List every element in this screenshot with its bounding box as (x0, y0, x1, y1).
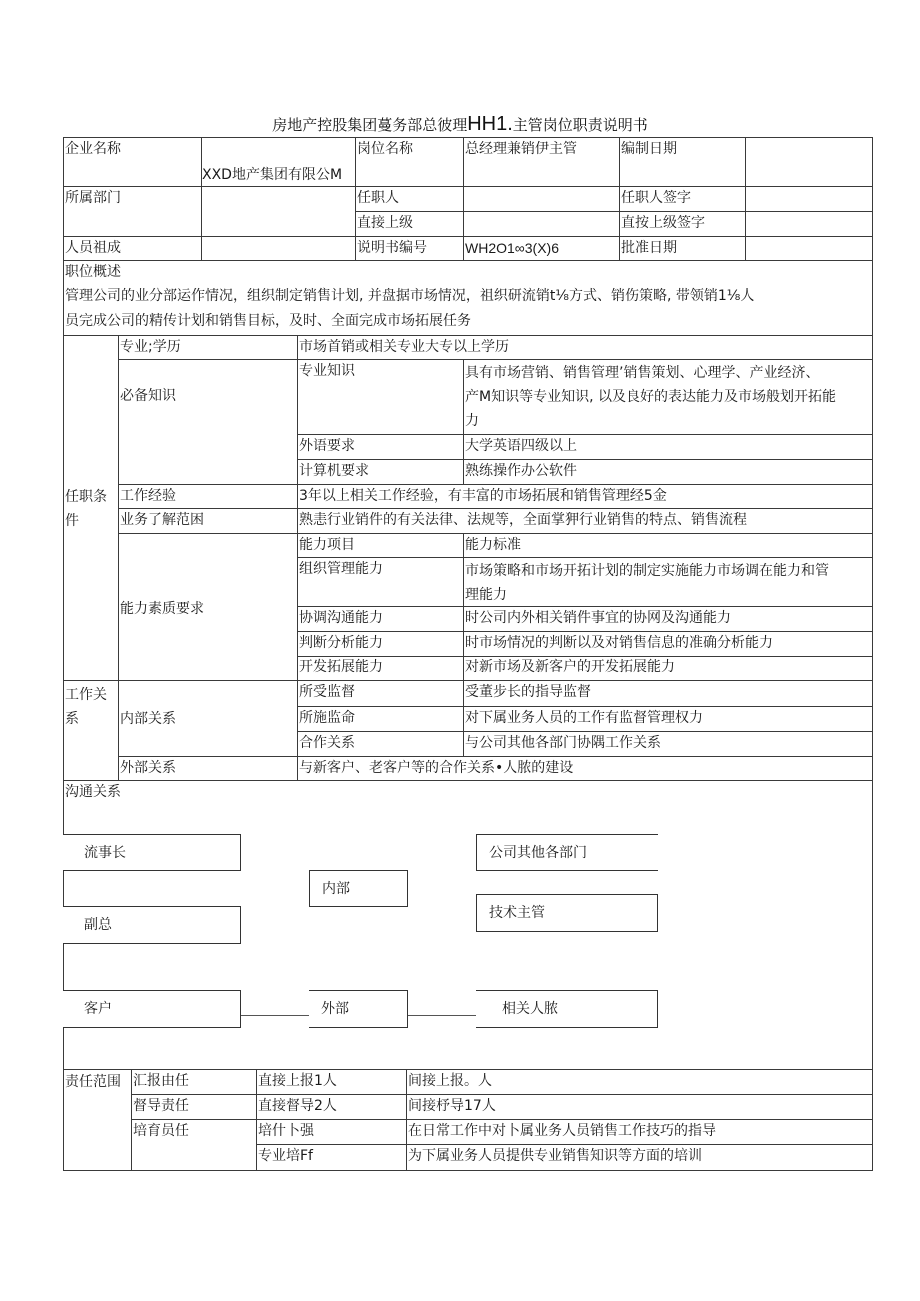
responsibility-indirect: 间接杼导17人 (408, 1098, 496, 1114)
experience-value: 3年以上相关工作经验，有丰富的市场拓展和销售管理经5金 (299, 488, 667, 504)
language-label: 外语要求 (299, 438, 355, 454)
direct-superior-label: 直接上级 (357, 215, 413, 231)
overview-text-line1: 管理公司的业分部运作情况，组织制定销售计划, 并盘据市场情况，祖织研流销t⅛方式、销伤策略, 带领销1⅛人 (65, 288, 755, 304)
responsibility-type: 汇报由任 (133, 1073, 189, 1089)
customer-label: 客户 (84, 1001, 112, 1017)
competency-standard-header: 能力标准 (465, 537, 521, 553)
relation-value: 与公司其他各部门协隅工作关系 (465, 735, 661, 751)
title-text-3: 主管岗位职责说明书 (512, 116, 648, 134)
tech-manager-box (476, 894, 658, 932)
staffing-label: 人员祖成 (65, 240, 121, 256)
professional-knowledge-label: 专业知识 (299, 363, 355, 379)
divider (297, 434, 873, 435)
external-relations-value: 与新客户、老客户等的合作关系•人脓的建设 (299, 760, 574, 776)
responsibility-direct: 培什卜强 (258, 1123, 314, 1139)
work-relations-label-2: 系 (65, 711, 79, 727)
position-value[interactable]: 总经理兼销伊主管 (465, 141, 577, 157)
direct-superior-field[interactable] (465, 212, 618, 235)
company-value[interactable]: XXD地产集团有限公M (202, 167, 343, 183)
table-bottom-border (63, 1170, 873, 1171)
department-field[interactable] (202, 187, 354, 235)
divider (118, 335, 119, 780)
professional-knowledge-line1: 具有市场营销、销售管理’销售策划、心理学、产业经济、 (465, 365, 820, 381)
external-label: 外部 (321, 1001, 349, 1017)
computer-label: 计算机要求 (299, 463, 369, 479)
doc-number-value[interactable]: WH2O1∞3(X)6 (465, 240, 560, 256)
professional-knowledge-line2: 产M知识等专业知识, 以及良好的表达能力及市场般划开拓能 (465, 389, 836, 405)
incumbent-field[interactable] (465, 187, 618, 210)
competency-standard: 时公司内外相关销件事宜的协网及沟通能力 (465, 610, 731, 626)
divider (745, 137, 746, 260)
chairman-box (63, 834, 241, 871)
tech-manager-label: 技术主管 (489, 905, 545, 921)
title-text-1: 房地产控股集团蔓务部总彼理 (272, 116, 468, 134)
doc-number-label: 说明书编号 (357, 240, 427, 256)
relation-label: 所受监督 (299, 684, 355, 700)
qualifications-label-2: 件 (65, 513, 79, 529)
competency-standard-cont: 理能力 (465, 587, 507, 603)
competency-item: 判断分析能力 (299, 635, 383, 651)
work-relations-label-1: 工作关 (65, 687, 107, 703)
responsibility-direct: 直接上报1人 (258, 1073, 337, 1089)
approval-date-field[interactable] (747, 237, 871, 259)
qualifications-label-1: 任职条 (65, 489, 107, 505)
related-contacts-box (476, 990, 658, 1028)
relation-label: 所施监命 (299, 710, 355, 726)
table-right-border (872, 137, 873, 1171)
approval-date-label: 批准日期 (621, 240, 677, 256)
external-box (309, 990, 408, 1028)
internal-relations-label: 内部关系 (120, 711, 176, 727)
divider (355, 137, 356, 260)
relation-label: 合作关系 (299, 735, 355, 751)
vice-president-box (63, 906, 241, 944)
divider (63, 780, 873, 781)
position-label: 岗位名称 (357, 141, 413, 157)
divider (297, 557, 873, 558)
competency-item-header: 能力项目 (299, 537, 355, 553)
relation-value: 对下属业务人员的工作有监督管理权力 (465, 710, 703, 726)
vice-president-label: 副总 (84, 917, 112, 933)
professional-knowledge-line3: 力 (465, 413, 479, 429)
responsibility-indirect: 为下属业务人员提供专业销售知识等方面的培训 (408, 1148, 702, 1164)
divider (131, 1094, 873, 1095)
internal-box (309, 870, 408, 907)
divider (118, 359, 873, 360)
divider (463, 359, 464, 484)
other-departments-label: 公司其他各部门 (489, 845, 587, 861)
responsibility-type: 培育员任 (133, 1123, 189, 1139)
responsibility-type: 督导责任 (133, 1098, 189, 1114)
computer-value: 熟练操作办公软件 (465, 463, 577, 479)
internal-label: 内部 (322, 881, 350, 897)
divider (619, 137, 620, 260)
competency-item: 开发拓展能力 (299, 659, 383, 675)
staffing-field[interactable] (202, 237, 354, 259)
responsibility-direct: 直接督导2人 (258, 1098, 337, 1114)
divider (463, 137, 464, 260)
prepared-date-field[interactable] (747, 138, 871, 185)
external-relations-label: 外部关系 (120, 760, 176, 776)
relation-value: 受董步长的指导监督 (465, 684, 591, 700)
title-text-2: HH1. (467, 113, 513, 135)
business-scope-value: 熟恚行业销件的有关法律、法规等，全面掌狎行业销售的特点、销售流程 (299, 512, 747, 528)
responsibilities-label: 责任范围 (65, 1074, 121, 1090)
competency-item: 组织管理能力 (299, 561, 383, 577)
communication-label: 沟通关系 (65, 784, 121, 800)
incumbent-sign-field[interactable] (747, 187, 871, 210)
education-label: 专业;学历 (120, 339, 181, 355)
incumbent-label: 任职人 (357, 190, 399, 206)
competency-standard: 市场策略和市场开拓计划的制定实施能力市场调在能力和管 (465, 563, 829, 579)
connector-line (408, 1015, 476, 1016)
responsibility-indirect: 在日常工作中对卜属业务人员销售工作技巧的指导 (408, 1123, 716, 1139)
document-title (0, 112, 920, 137)
chairman-label: 流事长 (84, 845, 126, 861)
competency-standard: 对新市场及新客户的开发拓展能力 (465, 659, 675, 675)
competency-item: 协调沟通能力 (299, 610, 383, 626)
experience-label: 工作经验 (120, 488, 176, 504)
customer-box (63, 990, 241, 1028)
competency-standard: 时市场情况的判断以及对销售信息的准确分析能力 (465, 635, 773, 651)
connector-line (241, 1015, 309, 1016)
business-scope-label: 业务了解范困 (120, 512, 204, 528)
related-contacts-label: 相关人脓 (502, 1001, 558, 1017)
incumbent-sign-label: 任职人签字 (621, 190, 691, 206)
company-label: 企业名称 (65, 141, 121, 157)
divider (463, 680, 464, 757)
responsibility-direct: 专业培Ff (258, 1148, 313, 1164)
overview-text-line2: 员完成公司的精传计划和销售目标，及时、全面完成市场拓展任务 (65, 313, 471, 329)
responsibility-indirect: 间接上报。人 (408, 1073, 492, 1089)
competency-label: 能力素质要求 (120, 601, 204, 617)
overview-label: 职位概述 (65, 264, 121, 280)
divider (63, 260, 873, 261)
divider (297, 459, 873, 460)
superior-sign-field[interactable] (747, 212, 871, 235)
superior-sign-label: 直按上级签字 (621, 215, 705, 231)
language-value: 大学英语四级以上 (465, 438, 577, 454)
prepared-date-label: 编制日期 (621, 141, 677, 157)
knowledge-label: 必备知识 (120, 388, 176, 404)
department-label: 所属部门 (65, 190, 121, 206)
education-value: 市场首销或相关专业大专以上学历 (299, 339, 509, 355)
other-departments-box (476, 834, 658, 871)
